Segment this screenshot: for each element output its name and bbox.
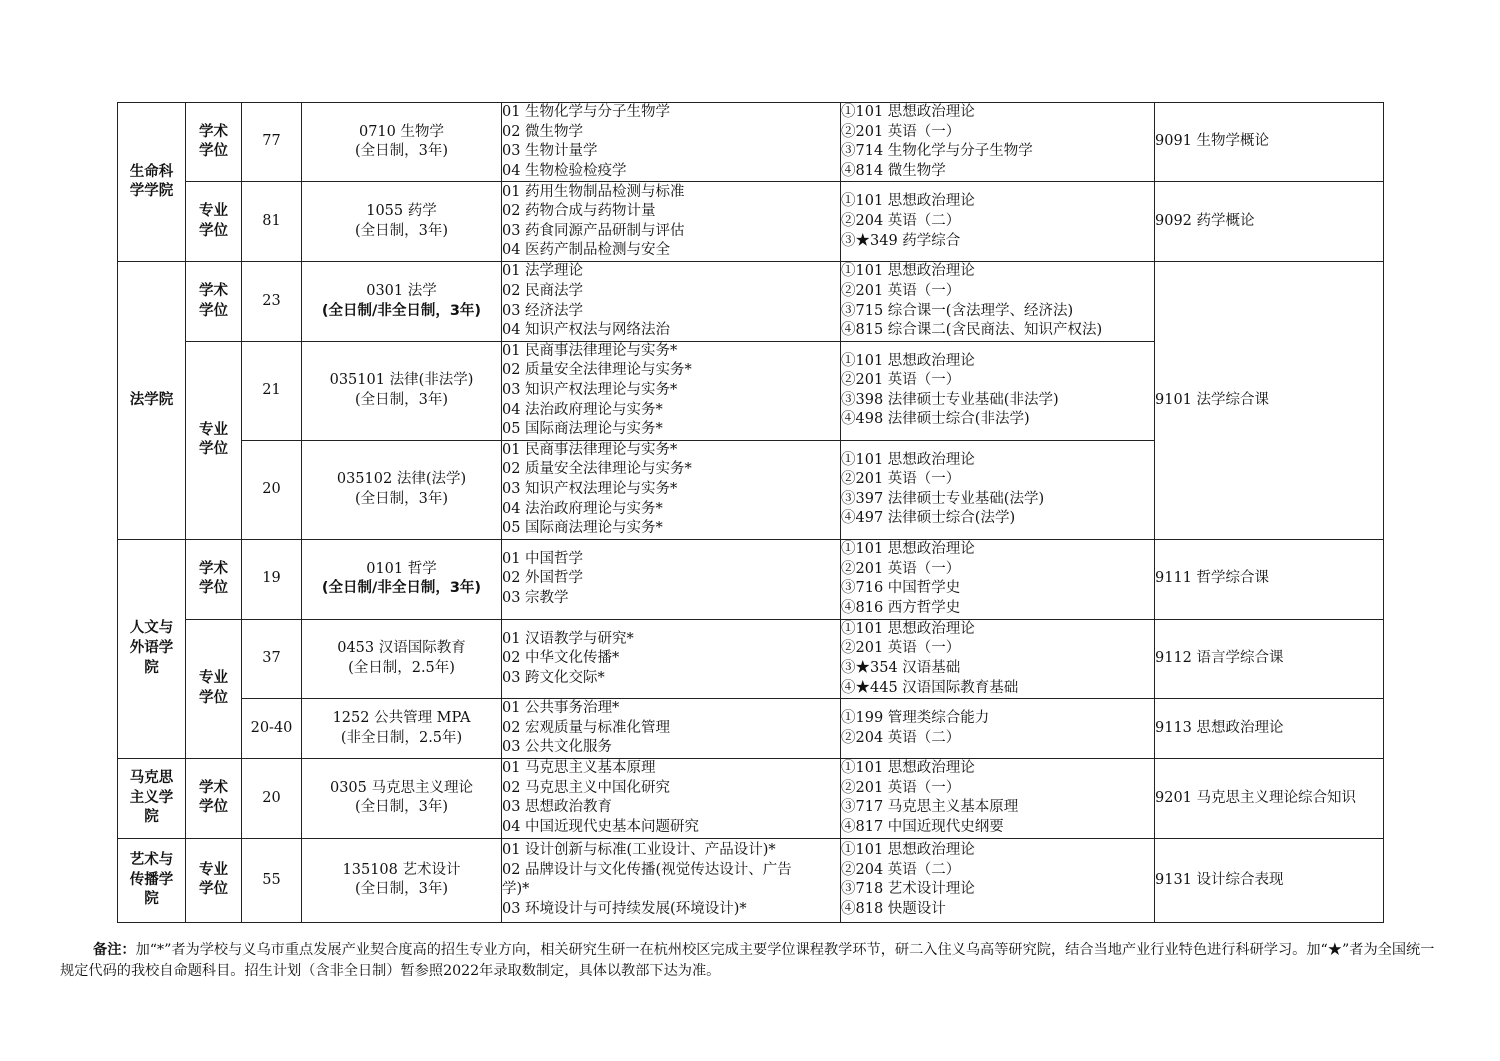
retest-subject: 9111 哲学综合课 — [1155, 539, 1384, 619]
major-cell: 1055 药学 (全日制，3年) — [302, 182, 502, 262]
table-row — [118, 182, 1384, 262]
table-row — [118, 262, 1384, 341]
major-cell: 135108 艺术设计 (全日制，3年) — [302, 838, 502, 922]
table-row — [118, 758, 1384, 838]
college-cell: 马克思 主义学 院 — [118, 758, 186, 838]
exam-subjects-cell: ①101 思想政治理论 ②201 英语（一） ③717 马克思主义基本原理 ④817 中国近现代史纲要 — [841, 758, 1155, 838]
directions-cell: 01 马克思主义基本原理 02 马克思主义中国化研究 03 思想政治教育 04 中国近现代史基本问题研究 — [502, 758, 841, 838]
plan-count: 19 — [242, 539, 302, 619]
degree-type-cell: 专业 学位 — [186, 619, 242, 758]
directions-cell: 01 民商事法律理论与实务* 02 质量安全法律理论与实务* 03 知识产权法理论与实务* 04 法治政府理论与实务* 05 国际商法理论与实务* — [502, 440, 841, 539]
directions-cell: 01 公共事务治理* 02 宏观质量与标准化管理 03 公共文化服务 — [502, 699, 841, 759]
major-cell: 0305 马克思主义理论 (全日制，3年) — [302, 758, 502, 838]
retest-subject: 9101 法学综合课 — [1155, 262, 1384, 539]
plan-count: 20 — [242, 440, 302, 539]
enrollment-table — [117, 102, 1384, 923]
major-cell: 0710 生物学 (全日制，3年) — [302, 103, 502, 182]
directions-cell: 01 设计创新与标准(工业设计、产品设计)* 02 品牌设计与文化传播(视觉传达设计、广告 学)* 03 环境设计与可持续发展(环境设计)* — [502, 838, 841, 922]
degree-type-cell: 学术 学位 — [186, 539, 242, 619]
retest-subject: 9113 思想政治理论 — [1155, 699, 1384, 759]
major-cell: 1252 公共管理 MPA (非全日制，2.5年) — [302, 699, 502, 759]
table-row — [118, 539, 1384, 619]
retest-subject: 9091 生物学概论 — [1155, 103, 1384, 182]
retest-subject: 9092 药学概论 — [1155, 182, 1384, 262]
exam-subjects-cell: ①101 思想政治理论 ②201 英语（一） ③398 法律硕士专业基础(非法学) ④498 法律硕士综合(非法学) — [841, 341, 1155, 440]
directions-cell: 01 汉语教学与研究* 02 中华文化传播* 03 跨文化交际* — [502, 619, 841, 698]
retest-subject: 9112 语言学综合课 — [1155, 619, 1384, 698]
remarks-text: 加“*”者为学校与义乌市重点发展产业契合度高的招生专业方向，相关研究生研一在杭州校区完成主要学位课程教学环节，研二入住义乌高等研究院，结合当地产业行业特色进行科研学习。加“★”者为全国统一规定代码的我校自命题科目。招生计划（含非全日制）暂参照2022年录取数制定，具体以教部下达为准。 — [60, 942, 1435, 979]
exam-subjects-cell: ①101 思想政治理论 ②204 英语（二） ③718 艺术设计理论 ④818 快题设计 — [841, 838, 1155, 922]
directions-cell: 01 中国哲学 02 外国哲学 03 宗教学 — [502, 539, 841, 619]
plan-count: 20-40 — [242, 699, 302, 759]
degree-type-cell: 学术 学位 — [186, 103, 242, 182]
table-row — [118, 619, 1384, 698]
college-cell: 法学院 — [118, 262, 186, 539]
major-cell: 0453 汉语国际教育 (全日制，2.5年) — [302, 619, 502, 698]
directions-cell: 01 法学理论 02 民商法学 03 经济法学 04 知识产权法与网络法治 — [502, 262, 841, 341]
degree-type-cell: 学术 学位 — [186, 262, 242, 341]
plan-count: 21 — [242, 341, 302, 440]
plan-count: 77 — [242, 103, 302, 182]
remarks-label: 备注： — [93, 942, 136, 958]
table-row — [118, 838, 1384, 922]
exam-subjects-cell: ①101 思想政治理论 ②201 英语（一） ③715 综合课一(含法理学、经济法) ④815 综合课二(含民商法、知识产权法) — [841, 262, 1155, 341]
major-cell: 035102 法律(法学) (全日制，3年) — [302, 440, 502, 539]
exam-subjects-cell: ①101 思想政治理论 ②201 英语（一） ③716 中国哲学史 ④816 西方哲学史 — [841, 539, 1155, 619]
directions-cell: 01 民商事法律理论与实务* 02 质量安全法律理论与实务* 03 知识产权法理论与实务* 04 法治政府理论与实务* 05 国际商法理论与实务* — [502, 341, 841, 440]
remarks-note — [60, 940, 1440, 982]
college-cell: 生命科 学学院 — [118, 103, 186, 262]
major-cell: 0101 哲学 (全日制/非全日制，3年) — [302, 539, 502, 619]
plan-count: 55 — [242, 838, 302, 922]
exam-subjects-cell: ①101 思想政治理论 ②201 英语（一） ③★354 汉语基础 ④★445 汉语国际教育基础 — [841, 619, 1155, 698]
exam-subjects-cell: ①101 思想政治理论 ②201 英语（一） ③714 生物化学与分子生物学 ④814 微生物学 — [841, 103, 1155, 182]
table-row — [118, 103, 1384, 182]
exam-subjects-cell: ①101 思想政治理论 ②201 英语（一） ③397 法律硕士专业基础(法学) ④497 法律硕士综合(法学) — [841, 440, 1155, 539]
degree-type-cell: 学术 学位 — [186, 758, 242, 838]
major-cell: 035101 法律(非法学) (全日制，3年) — [302, 341, 502, 440]
plan-count: 20 — [242, 758, 302, 838]
directions-cell: 01 药用生物制品检测与标准 02 药物合成与药物计量 03 药食同源产品研制与评估 04 医药产制品检测与安全 — [502, 182, 841, 262]
major-cell: 0301 法学 (全日制/非全日制，3年) — [302, 262, 502, 341]
retest-subject: 9131 设计综合表现 — [1155, 838, 1384, 922]
degree-type-cell: 专业 学位 — [186, 838, 242, 922]
plan-count: 37 — [242, 619, 302, 698]
degree-type-cell: 专业 学位 — [186, 341, 242, 539]
directions-cell: 01 生物化学与分子生物学 02 微生物学 03 生物计量学 04 生物检验检疫学 — [502, 103, 841, 182]
table-row — [118, 699, 1384, 759]
exam-subjects-cell: ①199 管理类综合能力 ②204 英语（二） — [841, 699, 1155, 759]
college-cell: 艺术与 传播学 院 — [118, 838, 186, 922]
degree-type-cell: 专业 学位 — [186, 182, 242, 262]
college-cell: 人文与 外语学 院 — [118, 539, 186, 758]
plan-count: 81 — [242, 182, 302, 262]
plan-count: 23 — [242, 262, 302, 341]
exam-subjects-cell: ①101 思想政治理论 ②204 英语（二） ③★349 药学综合 — [841, 182, 1155, 262]
retest-subject: 9201 马克思主义理论综合知识 — [1155, 758, 1384, 838]
